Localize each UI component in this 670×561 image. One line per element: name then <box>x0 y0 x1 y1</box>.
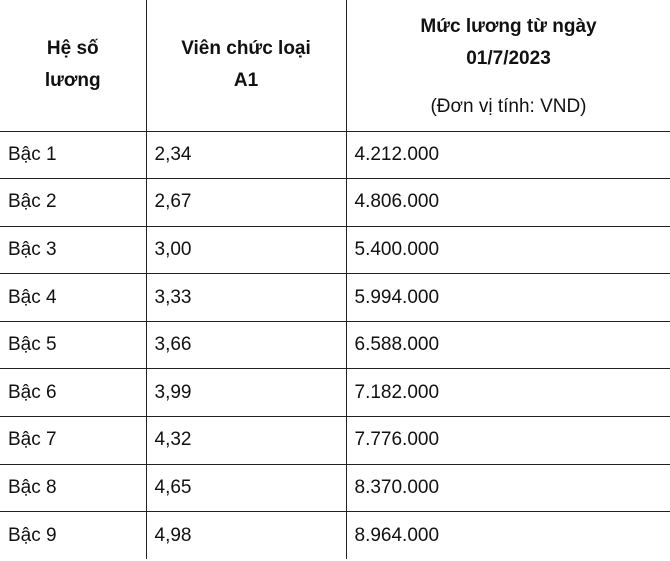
grade-cell: Bậc 4 <box>0 274 146 322</box>
salary-cell: 8.964.000 <box>346 512 670 560</box>
header-coefficient-line-1: Hệ số <box>46 38 99 60</box>
table-row <box>0 321 670 369</box>
header-salary-unit: (Đơn vị tính: VND) <box>430 96 587 118</box>
coefficient-cell: 2,34 <box>146 131 346 179</box>
header-salary-line-1: Mức lương từ ngày <box>420 16 597 38</box>
salary-cell: 7.776.000 <box>346 417 670 465</box>
table-row <box>0 369 670 417</box>
coefficient-cell: 2,67 <box>146 179 346 227</box>
salary-cell: 8.370.000 <box>346 464 670 512</box>
header-employee-type-line-2: A1 <box>233 70 259 92</box>
table-row <box>0 274 670 322</box>
grade-cell: Bậc 6 <box>0 369 146 417</box>
header-coefficient <box>0 0 146 131</box>
coefficient-cell: 4,98 <box>146 512 346 560</box>
coefficient-cell: 3,66 <box>146 321 346 369</box>
salary-cell: 5.994.000 <box>346 274 670 322</box>
salary-cell: 6.588.000 <box>346 321 670 369</box>
coefficient-cell: 3,00 <box>146 226 346 274</box>
table-row <box>0 131 670 179</box>
header-salary-line-2: 01/7/2023 <box>466 48 551 70</box>
header-row <box>0 0 670 131</box>
coefficient-cell: 4,65 <box>146 464 346 512</box>
grade-cell: Bậc 3 <box>0 226 146 274</box>
coefficient-cell: 4,32 <box>146 417 346 465</box>
grade-cell: Bậc 8 <box>0 464 146 512</box>
coefficient-cell: 3,99 <box>146 369 346 417</box>
table-row <box>0 417 670 465</box>
header-employee-type-line-1: Viên chức loại <box>181 38 311 60</box>
header-salary <box>346 0 670 131</box>
header-coefficient-line-2: lương <box>44 70 101 92</box>
table-row <box>0 512 670 560</box>
grade-cell: Bậc 2 <box>0 179 146 227</box>
salary-cell: 4.806.000 <box>346 179 670 227</box>
salary-cell: 4.212.000 <box>346 131 670 179</box>
grade-cell: Bậc 5 <box>0 321 146 369</box>
table-header <box>0 0 670 131</box>
grade-cell: Bậc 9 <box>0 512 146 560</box>
table-row <box>0 464 670 512</box>
grade-cell: Bậc 1 <box>0 131 146 179</box>
salary-cell: 5.400.000 <box>346 226 670 274</box>
header-employee-type <box>146 0 346 131</box>
coefficient-cell: 3,33 <box>146 274 346 322</box>
table-row <box>0 226 670 274</box>
salary-cell: 7.182.000 <box>346 369 670 417</box>
grade-cell: Bậc 7 <box>0 417 146 465</box>
table-row <box>0 179 670 227</box>
table-body <box>0 131 670 559</box>
